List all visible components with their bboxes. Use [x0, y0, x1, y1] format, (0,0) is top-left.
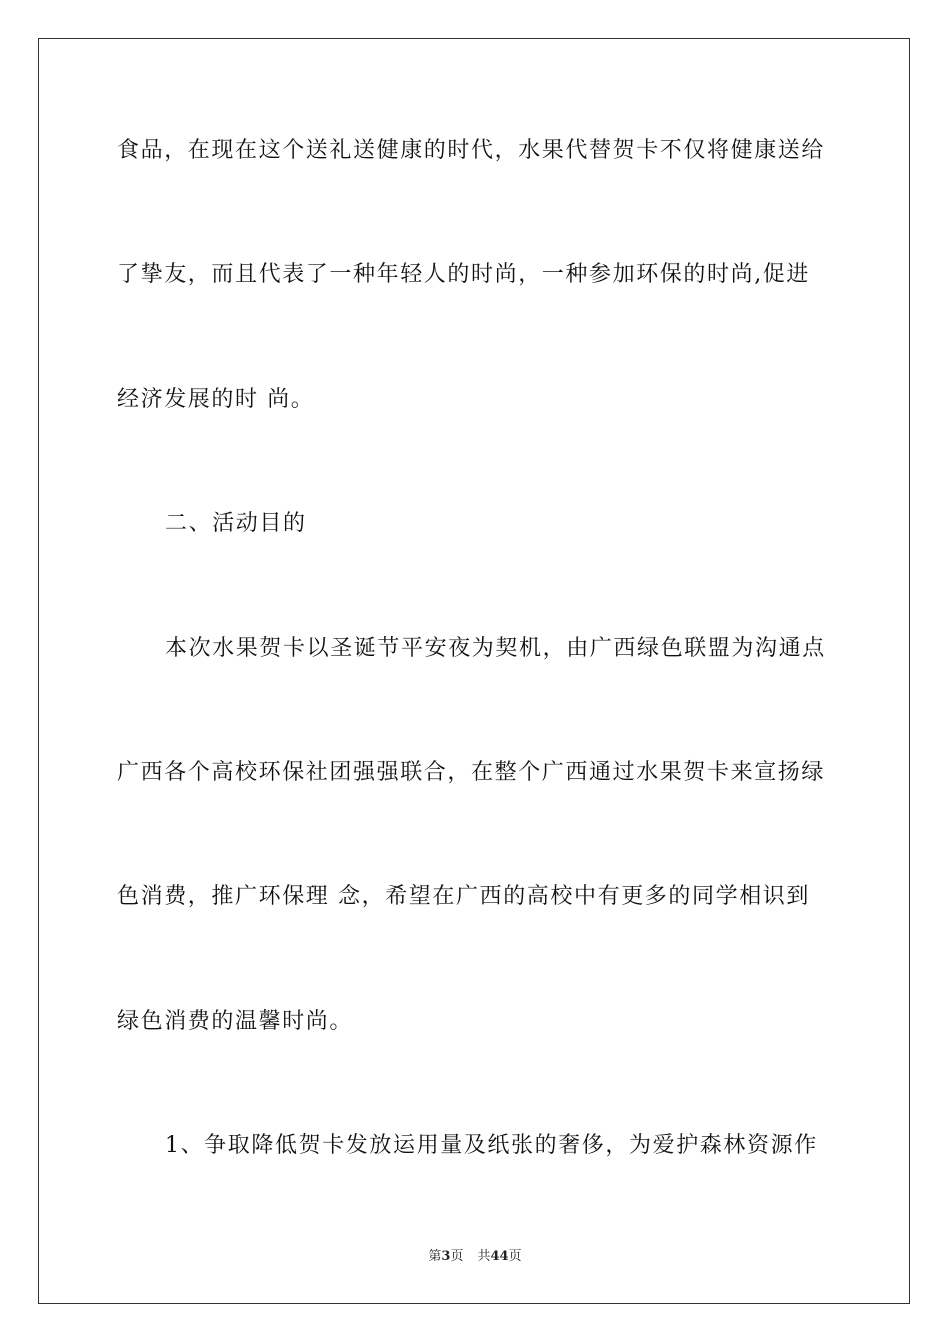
body-line-3: 经济发展的时 尚。: [117, 387, 315, 412]
body-line-7: 色消费，推广环保理 念，希望在广西的高校中有更多的同学相识到: [117, 884, 810, 909]
footer-page-suffix: 页: [450, 1249, 464, 1264]
body-line-8: 绿色消费的温馨时尚。: [117, 1009, 354, 1034]
page-border: [38, 38, 910, 1304]
footer-page-number: 3: [441, 1249, 451, 1264]
footer-total-pages: 44: [490, 1249, 509, 1264]
body-line-2: 了挚友，而且代表了一种年轻人的时尚，一种参加环保的时尚,促进: [117, 262, 810, 287]
body-line-5: 本次水果贺卡以圣诞节平安夜为契机，由广西绿色联盟为沟通点: [165, 636, 826, 661]
footer-total-suffix: 页: [508, 1249, 522, 1264]
section-heading: 二、活动目的: [165, 511, 307, 536]
footer-page-prefix: 第: [428, 1249, 442, 1264]
body-line-1: 食品，在现在这个送礼送健康的时代，水果代替贺卡不仅将健康送给: [117, 138, 826, 163]
page-footer: [0, 1248, 950, 1266]
footer-total-prefix: 共: [477, 1249, 491, 1264]
list-item-1: 1、争取降低贺卡发放运用量及纸张的奢侈，为爱护森林资源作: [165, 1133, 818, 1158]
body-line-6: 广西各个高校环保社团强强联合，在整个广西通过水果贺卡来宣扬绿: [117, 760, 826, 785]
